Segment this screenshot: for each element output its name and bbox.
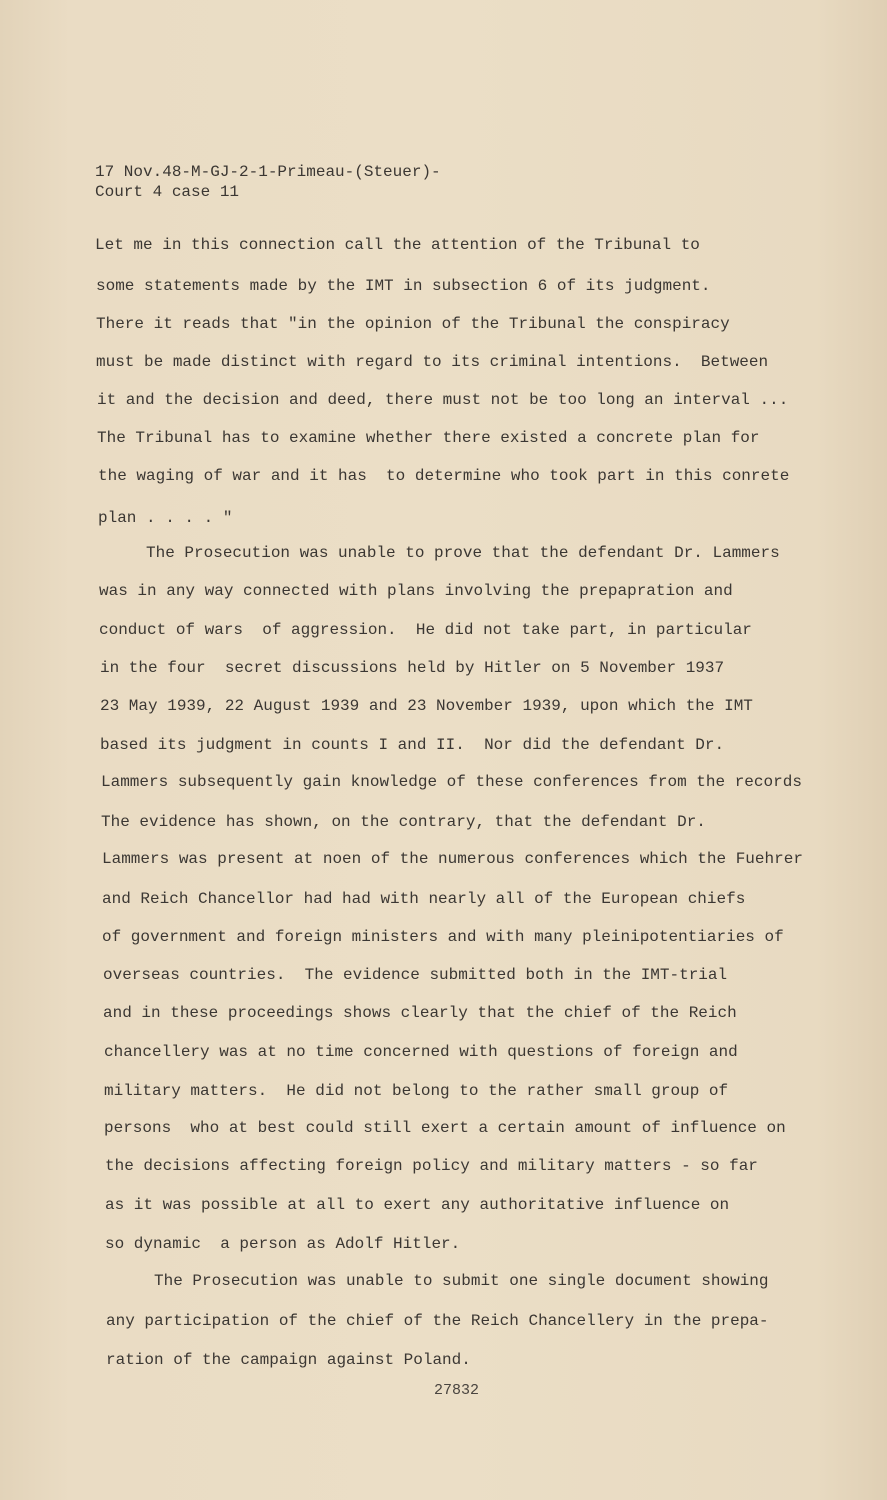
body-line: in the four secret discussions held by Hitler on 5 November 1937 <box>100 659 725 677</box>
body-line: it and the decision and deed, there must not be too long an interval ... <box>97 391 789 409</box>
body-line: The evidence has shown, on the contrary, that the defendant Dr. <box>101 813 706 831</box>
body-line: was in any way connected with plans involving the prepapration and <box>99 582 733 600</box>
body-line: The Prosecution was unable to submit one single document showing <box>154 1272 769 1290</box>
page-number: 27832 <box>434 1382 480 1399</box>
body-line: the waging of war and it has to determine who took part in this conrete <box>98 467 790 485</box>
body-line: and Reich Chancellor had had with nearly all of the European chiefs <box>102 890 746 908</box>
body-line: and in these proceedings shows clearly that the chief of the Reich <box>103 1004 737 1022</box>
body-line: Lammers was present at noen of the numerous conferences which the Fuehrer <box>102 850 803 868</box>
body-line: The Prosecution was unable to prove that the defendant Dr. Lammers <box>146 544 780 562</box>
body-line: the decisions affecting foreign policy and military matters - so far <box>105 1157 758 1175</box>
body-line: The Tribunal has to examine whether there existed a concrete plan for <box>97 429 760 447</box>
body-line: as it was possible at all to exert any authoritative influence on <box>105 1196 730 1214</box>
body-line: based its judgment in counts I and II. Nor did the defendant Dr. <box>100 736 725 754</box>
body-line: military matters. He did not belong to the rather small group of <box>104 1082 729 1100</box>
body-line: chancellery was at no time concerned with questions of foreign and <box>104 1043 738 1061</box>
body-line: ration of the campaign against Poland. <box>106 1351 471 1369</box>
header-line: Court 4 case 11 <box>95 183 240 201</box>
body-line: so dynamic a person as Adolf Hitler. <box>105 1235 461 1253</box>
header-line: 17 Nov.48-M-GJ-2-1-Primeau-(Steuer)- <box>95 163 441 181</box>
body-line: conduct of wars of aggression. He did not take part, in particular <box>99 621 752 639</box>
body-line: must be made distinct with regard to its criminal intentions. Between <box>96 353 769 371</box>
body-line: persons who at best could still exert a certain amount of influence on <box>104 1119 786 1137</box>
body-line: There it reads that "in the opinion of the Tribunal the conspiracy <box>96 315 730 333</box>
body-line: overseas countries. The evidence submitted both in the IMT-trial <box>103 966 728 984</box>
body-line: any participation of the chief of the Reich Chancellery in the prepa- <box>106 1312 769 1330</box>
body-line: some statements made by the IMT in subsection 6 of its judgment. <box>96 277 711 295</box>
body-line: of government and foreign ministers and with many pleinipotentiaries of <box>102 928 784 946</box>
body-line: Let me in this connection call the attention of the Tribunal to <box>95 236 700 254</box>
body-line: 23 May 1939, 22 August 1939 and 23 November 1939, upon which the IMT <box>100 697 753 715</box>
body-line: plan . . . . " <box>98 509 233 527</box>
body-line: Lammers subsequently gain knowledge of these conferences from the records <box>101 773 802 791</box>
